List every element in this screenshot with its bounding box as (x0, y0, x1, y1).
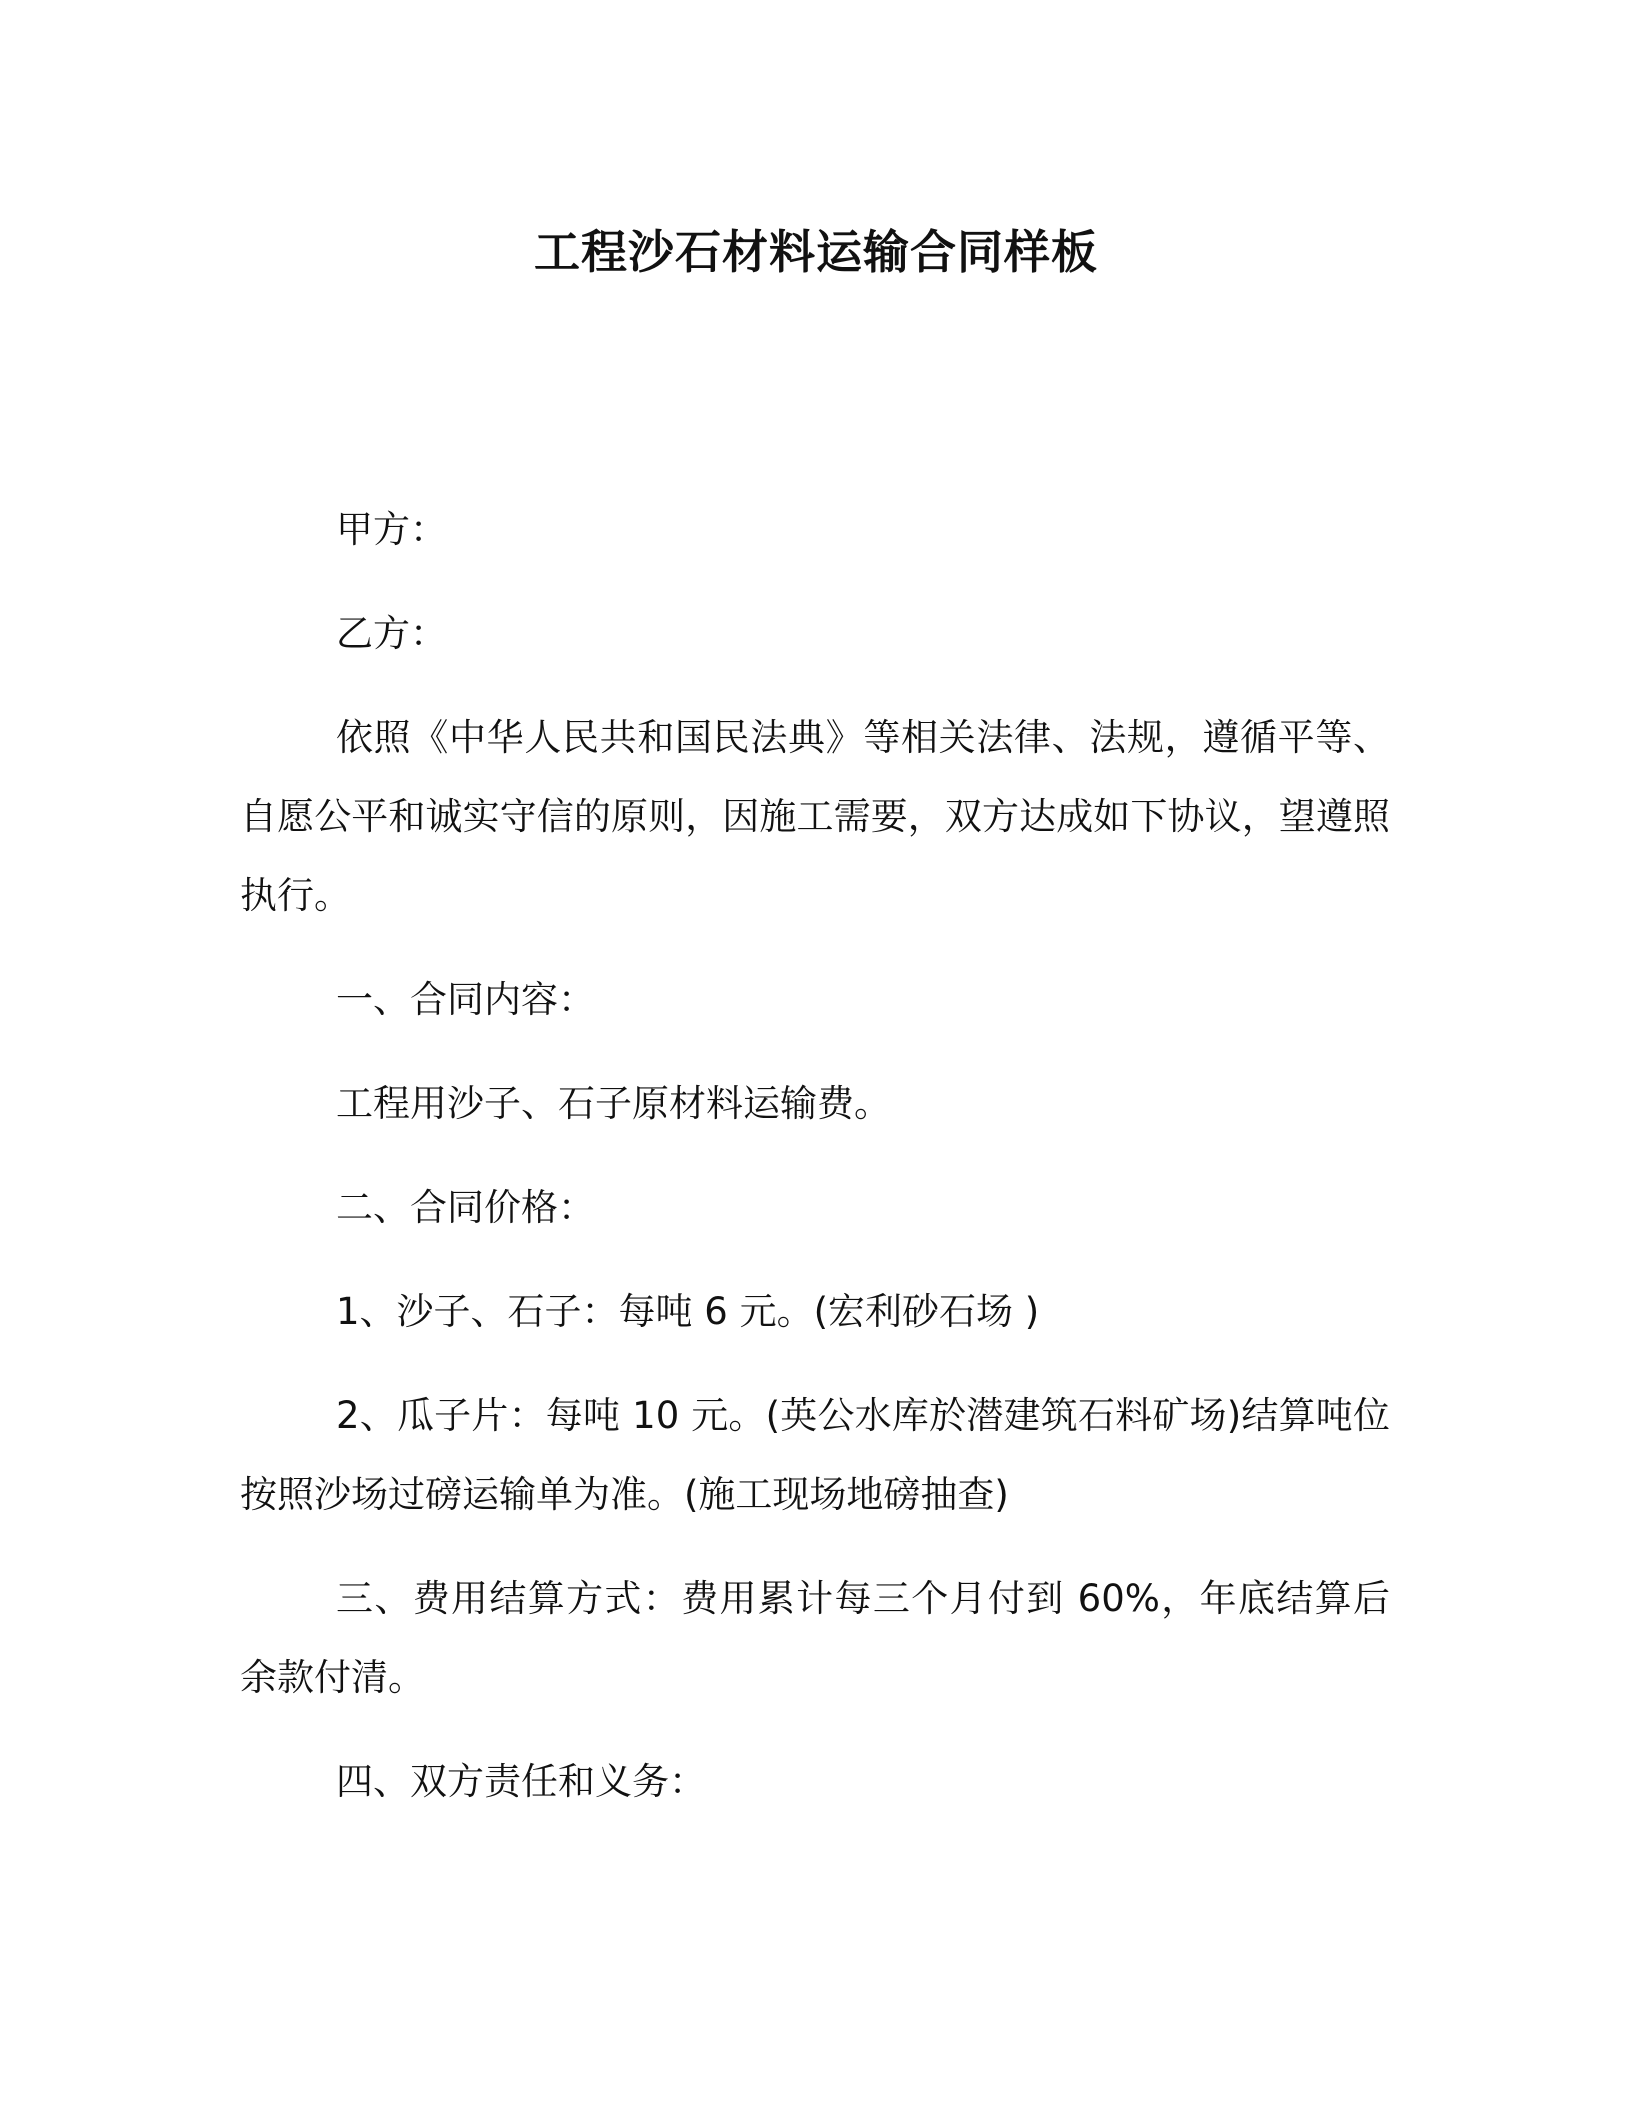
preamble-paragraph: 依照《中华人民共和国民法典》等相关法律、法规，遵循平等、自愿公平和诚实守信的原则，因施工需要，双方达成如下协议，望遵照执行。 (240, 716, 1390, 917)
document-body (240, 490, 1390, 1821)
section-heading-contract-content: 一、合同内容： (336, 978, 595, 1021)
party-a-line: 甲方： (336, 508, 447, 551)
price-item-2: 2、瓜子片：每吨 10 元。(英公水库於潜建筑石料矿场)结算吨位按照沙场过磅运输单为准。(施工现场地磅抽查) (240, 1394, 1390, 1516)
price-item-1: 1、沙子、石子：每吨 6 元。(宏利砂石场 ) (336, 1290, 1040, 1333)
contract-content-text: 工程用沙子、石子原材料运输费。 (336, 1082, 891, 1125)
section-heading-contract-price: 二、合同价格： (336, 1186, 595, 1229)
party-b-line: 乙方： (336, 612, 447, 655)
section-settlement: 三、费用结算方式：费用累计每三个月付到 60%，年底结算后余款付清。 (240, 1577, 1390, 1699)
section-heading-responsibilities: 四、双方责任和义务： (336, 1760, 706, 1803)
document-title: 工程沙石材料运输合同样板 (534, 225, 1098, 279)
